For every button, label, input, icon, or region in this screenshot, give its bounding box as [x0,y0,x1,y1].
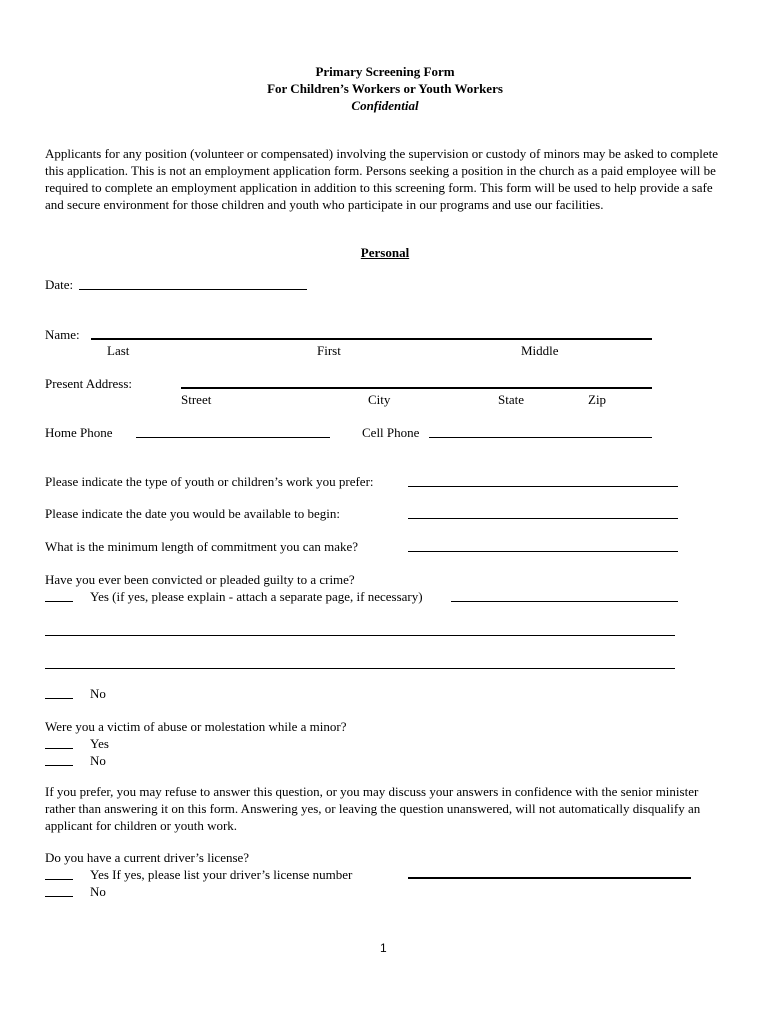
address-label: Present Address: [45,376,133,391]
crime-explain-field-3[interactable] [45,668,675,669]
confidential-label: Confidential [351,98,419,113]
crime-explain-field-2[interactable] [45,635,675,636]
work-type-question: Please indicate the type of youth or children’s work you prefer: [45,474,374,489]
abuse-no-label: No [90,753,106,768]
date-field[interactable] [79,289,307,290]
address-city-caption: City [368,392,391,407]
date-label: Date: [45,277,74,292]
license-number-field[interactable] [408,877,691,879]
cell-phone-field[interactable] [429,437,652,438]
section-heading-personal: Personal [360,245,410,260]
address-state-caption: State [498,392,524,407]
crime-no-checkbox[interactable] [45,698,73,699]
address-zip-caption: Zip [588,392,607,407]
form-title: Primary Screening Form [315,64,455,79]
commitment-question: What is the minimum length of commitment you can make? [45,539,359,554]
license-yes-label: Yes If yes, please list your driver’s license number [90,867,353,882]
address-street-caption: Street [181,392,212,407]
address-field[interactable] [181,387,652,389]
abuse-yes-label: Yes [90,736,109,751]
name-first-caption: First [317,343,341,358]
abuse-no-checkbox[interactable] [45,765,73,766]
name-field[interactable] [91,338,652,340]
start-date-question: Please indicate the date you would be available to begin: [45,506,340,521]
form-subtitle: For Children’s Workers or Youth Workers [267,81,503,96]
commitment-field[interactable] [408,551,678,552]
abuse-note-paragraph: If you prefer, you may refuse to answer this question, or you may discuss your answers in confidence with the senior minister rather than answering it on this form. Answering yes, or leaving the question unanswered, will not automatically disqualify an applicant for children or youth work. [45,784,701,833]
abuse-yes-checkbox[interactable] [45,748,73,749]
crime-question: Have you ever been convicted or pleaded guilty to a crime? [45,572,355,587]
name-middle-caption: Middle [521,343,559,358]
abuse-question: Were you a victim of abuse or molestation while a minor? [45,719,347,734]
home-phone-field[interactable] [136,437,330,438]
crime-explain-field-1[interactable] [451,601,678,602]
license-no-label: No [90,884,106,899]
crime-no-label: No [90,686,106,701]
name-last-caption: Last [107,343,130,358]
cell-phone-label: Cell Phone [362,425,420,440]
name-label: Name: [45,327,80,342]
crime-yes-label: Yes (if yes, please explain - attach a separate page, if necessary) [90,589,423,604]
home-phone-label: Home Phone [45,425,113,440]
license-question: Do you have a current driver’s license? [45,850,250,865]
start-date-field[interactable] [408,518,678,519]
license-no-checkbox[interactable] [45,896,73,897]
intro-paragraph: Applicants for any position (volunteer or compensated) involving the supervision or custody of minors may be asked to complete this application. This is not an employment application form. Persons seeking a position in the church as a paid employee will be required to complete an employment application in addition to this screening form. This form will be used to help provide a safe and secure environment for those children and youth who participate in our programs and use our facilities. [45,146,718,212]
page-number: 1 [380,941,387,955]
license-yes-checkbox[interactable] [45,879,73,880]
crime-yes-checkbox[interactable] [45,601,73,602]
work-type-field[interactable] [408,486,678,487]
